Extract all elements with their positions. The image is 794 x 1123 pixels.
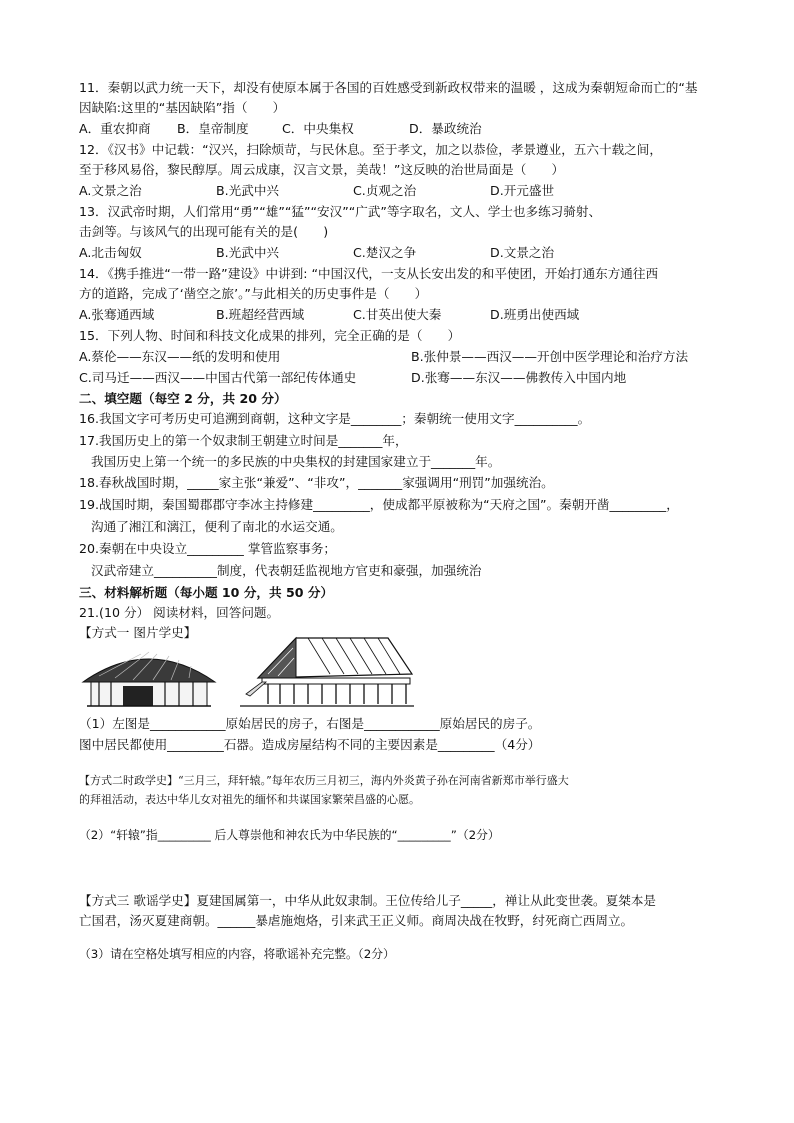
q11-option-b[interactable]: B．皇帝制度 — [177, 121, 249, 136]
q21-way2-line2: 的拜祖活动，表达中华儿女对祖先的缅怀和共谋国家繁荣昌盛的心愿。 — [79, 793, 420, 806]
q17-line1: 17.我国历史上的第一个奴隶制王朝建立时间是_______年， — [79, 433, 408, 448]
q12-option-d[interactable]: D.开元盛世 — [490, 183, 555, 198]
q15-stem: 15．下列人物、时间和科技文化成果的排列，完全正确的是（ ） — [79, 328, 461, 343]
q12-stem-line2: 至于移风易俗，黎民醇厚。周云成康，汉言文景，美哉！”这反映的治世局面是（ ） — [79, 162, 565, 177]
stilt-house-image — [238, 634, 416, 708]
q21-head: 21.(10 分） 阅读材料，回答问题。 — [79, 605, 280, 620]
q12-stem-line1: 12．《汉书》中记载：“汉兴，扫除烦苛，与民休息。至于孝文，加之以恭俭，孝景遵业，五六十载之间， — [79, 142, 662, 157]
section-analysis-title: 三、材料解析题（每小题 10 分，共 50 分） — [79, 585, 334, 600]
q20-line2: 汉武帝建立__________制度，代表朝廷监视地方官吏和豪强，加强统治 — [91, 563, 482, 578]
q13-stem-line1: 13．汉武帝时期，人们常用“勇”“雄”“猛”“安汉”“广武”等字取名，文人、学士也多练习骑射、 — [79, 204, 602, 219]
q19-line2: 沟通了湘江和漓江，便利了南北的水运交通。 — [91, 519, 343, 534]
q21-way1-title: 【方式一 图片学史】 — [79, 625, 197, 640]
q14-option-c[interactable]: C.甘英出使大秦 — [353, 307, 442, 322]
q14-option-d[interactable]: D.班勇出使西域 — [490, 307, 580, 322]
q14-stem-line1: 14．《携手推进“一带一路”建设》中讲到: “中国汉代，一支从长安出发的和平使团，开始打通东方通往西 — [79, 266, 659, 281]
q11-stem-line2: 因缺陷:这里的“基因缺陷”指（ ） — [79, 100, 286, 115]
q13-option-c[interactable]: C.楚汉之争 — [353, 245, 417, 260]
q13-option-b[interactable]: B.光武中兴 — [216, 245, 280, 260]
q14-stem-line2: 方的道路，完成了‘凿空之旅’。”与此相关的历史事件是（ ） — [79, 286, 428, 301]
q21-way3-line2: 亡国君，汤灭夏建商朝。______暴虐施炮烙，引来武王正义师。商周决战在牧野，纣死商亡西周立。 — [79, 913, 634, 928]
q15-option-a[interactable]: A.蔡伦——东汉——纸的发明和使用 — [79, 349, 281, 364]
q21-way2-line1: 【方式二时政学史】“三月三，拜轩辕。”每年农历三月初三，海内外炎黄子孙在河南省新郑市举行盛大 — [79, 774, 569, 787]
q19-line1: 19.战国时期，秦国蜀郡郡守李冰主持修建_________，使成都平原被称为“天府之国”。秦朝开凿_________， — [79, 497, 679, 512]
q20-line1: 20.秦朝在中央设立_________ 掌管监察事务； — [79, 541, 337, 556]
q13-stem-line2: 击剑等。与该风气的出现可能有关的是( ) — [79, 224, 329, 239]
q21-way3-line1: 【方式三 歌谣学史】夏建国属第一，中华从此奴隶制。王位传给儿子_____，禅让从此变世袭。夏桀本是 — [79, 893, 657, 908]
q14-option-b[interactable]: B.班超经营西域 — [216, 307, 305, 322]
q21-sub3: （3）请在空格处填写相应的内容，将歌谣补充完整。（2分） — [79, 947, 395, 961]
q12-option-b[interactable]: B.光武中兴 — [216, 183, 280, 198]
q11-option-d[interactable]: D．暴政统治 — [409, 121, 482, 136]
q15-option-d[interactable]: D.张骞——东汉——佛教传入中国内地 — [411, 370, 627, 385]
q16: 16.我国文字可考历史可追溯到商朝，这种文字是________；秦朝统一使用文字__________。 — [79, 411, 591, 426]
q21-sub1-line1: （1）左图是____________原始居民的房子，右图是____________原始居民的房子。 — [79, 716, 541, 731]
q11-option-a[interactable]: A．重农抑商 — [79, 121, 151, 136]
q18: 18.春秋战国时期，_____家主张“兼爱”、“非攻”，_______家强调用“刑罚”加强统治。 — [79, 475, 554, 490]
q17-line2: 我国历史上第一个统一的多民族的中央集权的封建国家建立于_______年。 — [91, 454, 501, 469]
q14-option-a[interactable]: A.张骞通西域 — [79, 307, 155, 322]
q21-sub1-line2: 图中居民都使用_________石器。造成房屋结构不同的主要因素是_________（4分） — [79, 737, 541, 752]
q11-option-c[interactable]: C．中央集权 — [282, 121, 354, 136]
q21-sub2: （2）“轩辕”指_________ 后人尊崇他和神农氏为中华民族的“_________”（2分） — [79, 828, 500, 842]
round-hut-image — [79, 642, 219, 708]
q15-option-b[interactable]: B.张仲景——西汉——开创中医学理论和治疗方法 — [411, 349, 689, 364]
q13-option-d[interactable]: D.文景之治 — [490, 245, 555, 260]
section-fill-in-title: 二、填空题（每空 2 分，共 20 分） — [79, 391, 287, 406]
q12-option-a[interactable]: A.文景之治 — [79, 183, 142, 198]
q12-option-c[interactable]: C.贞观之治 — [353, 183, 417, 198]
q15-option-c[interactable]: C.司马迁——西汉——中国古代第一部纪传体通史 — [79, 370, 357, 385]
q13-option-a[interactable]: A.北击匈奴 — [79, 245, 142, 260]
q11-stem-line1: 11．秦朝以武力统一天下，却没有使原本属于各国的百姓感受到新政权带来的温暖 ，这成为秦朝短命而亡的“基 — [79, 80, 698, 95]
